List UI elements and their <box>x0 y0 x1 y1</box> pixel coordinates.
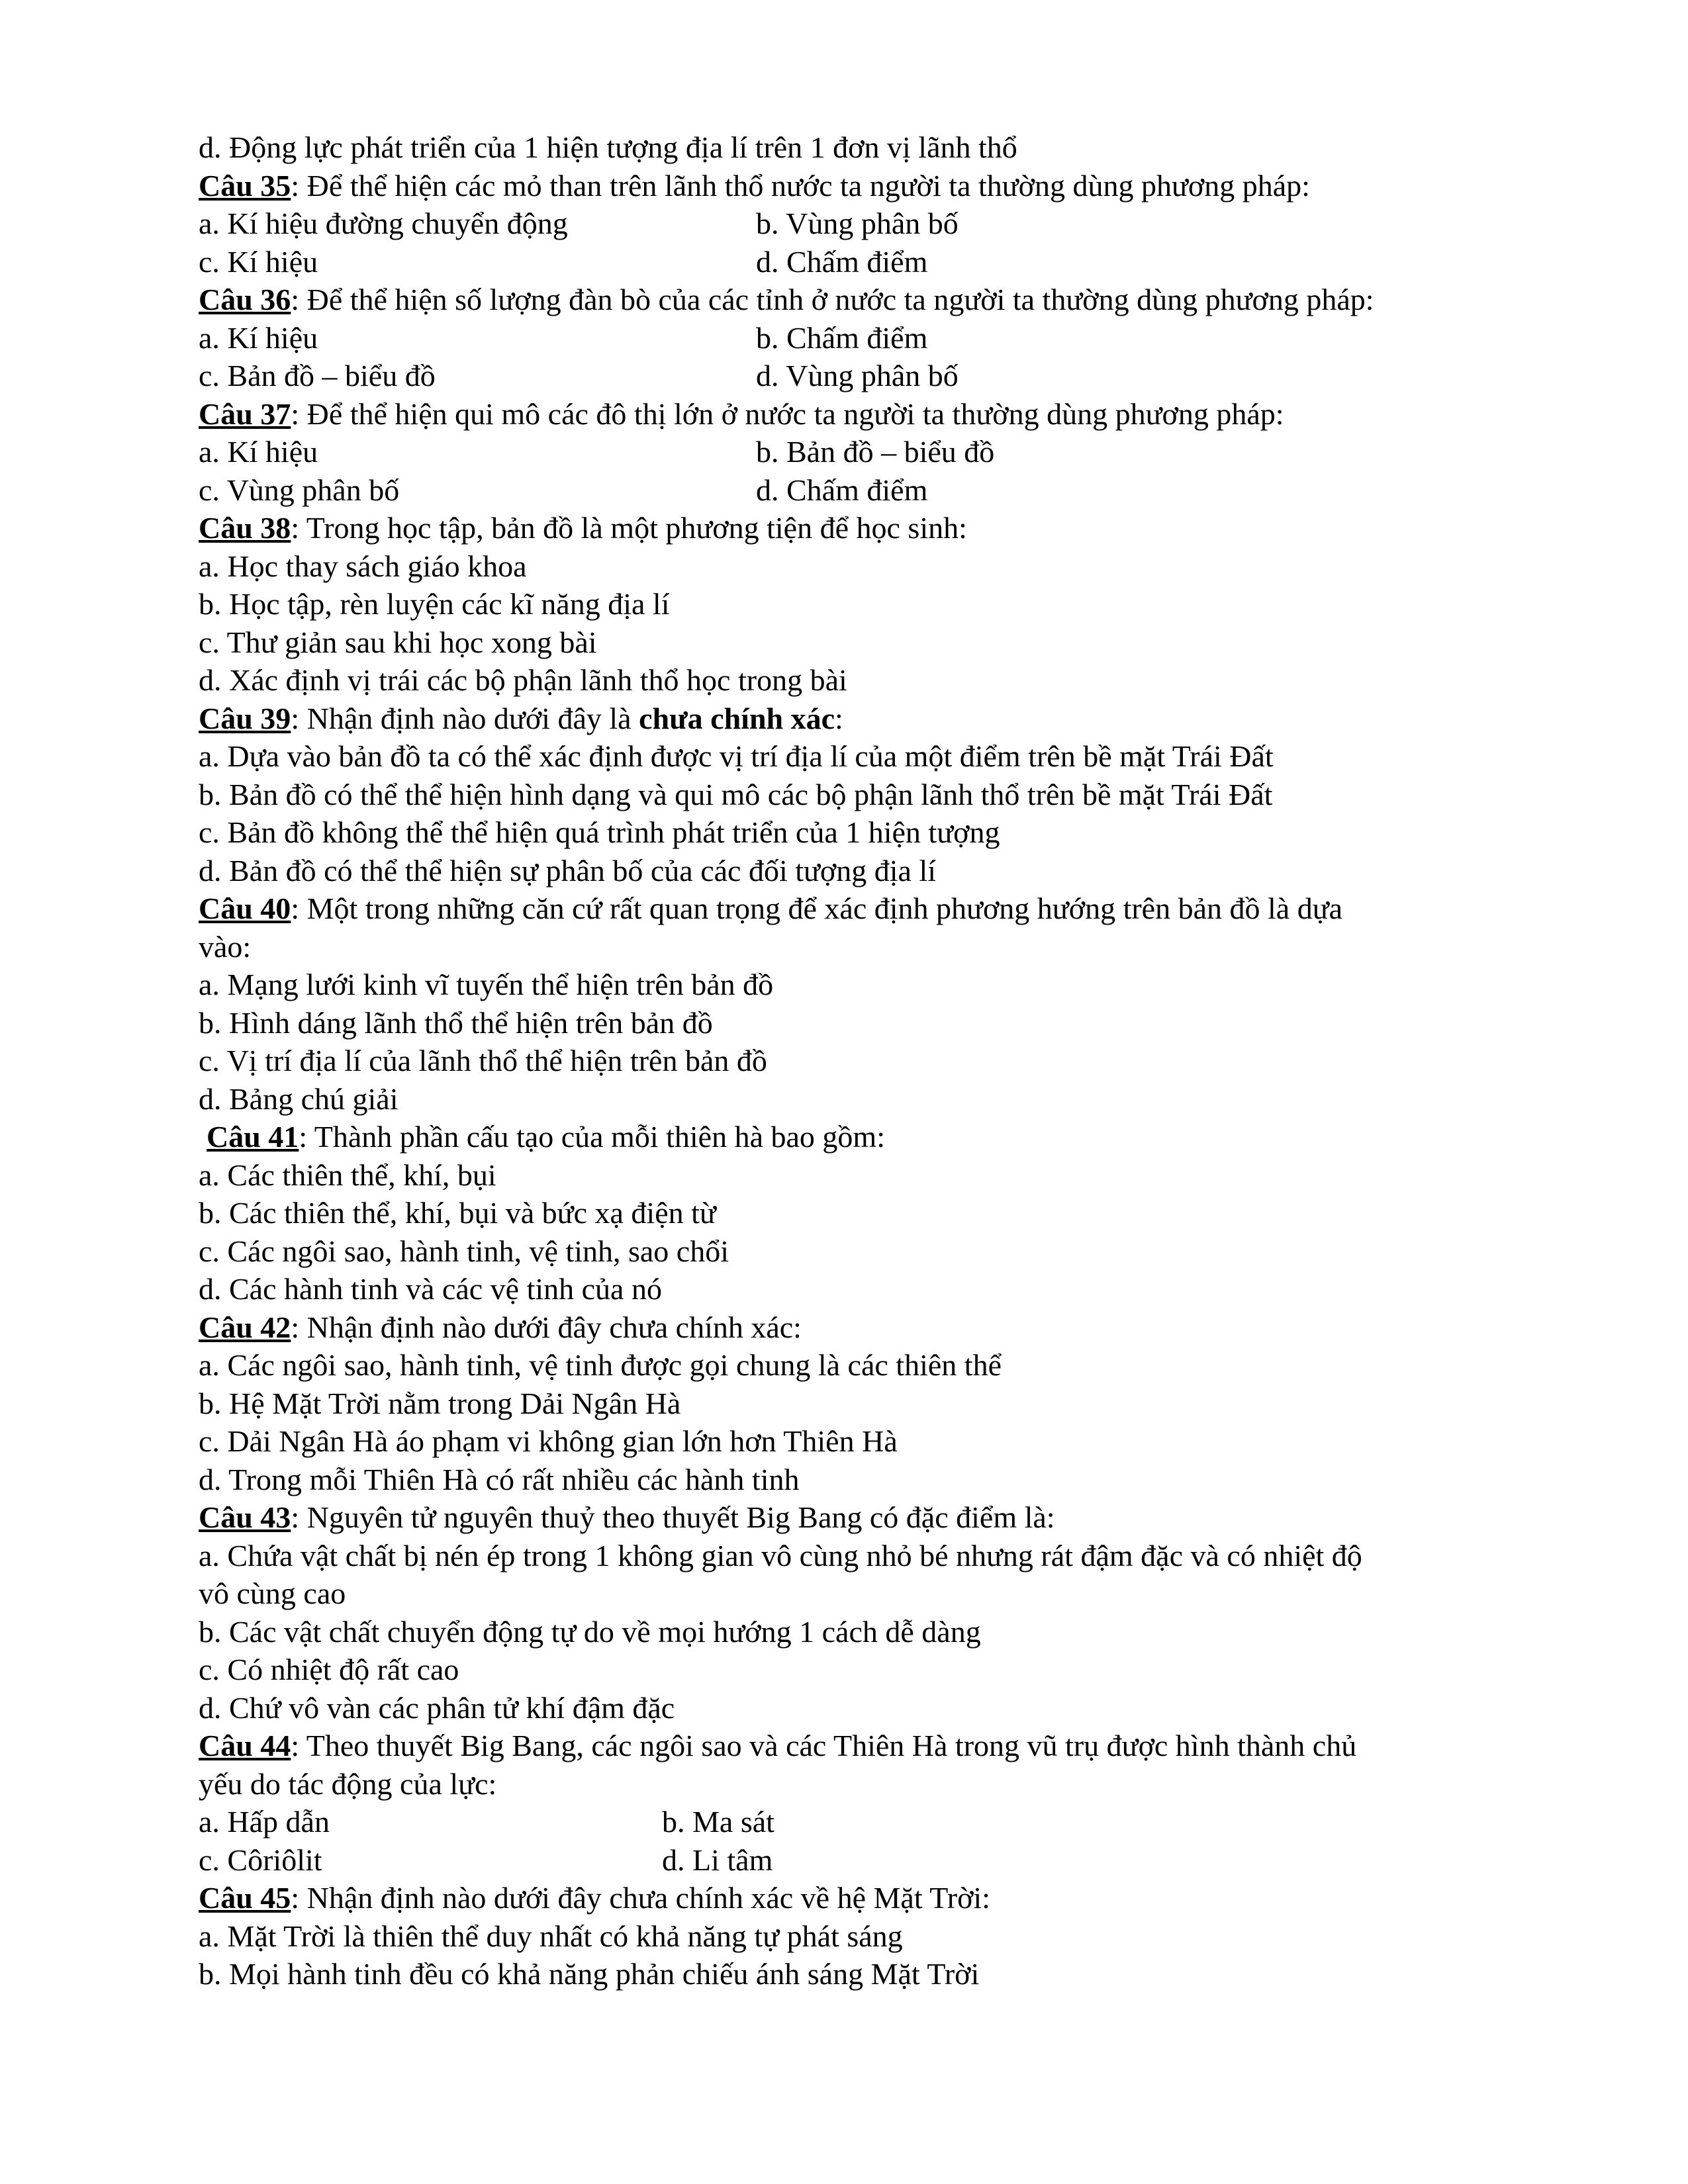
question-35 <box>199 167 1516 205</box>
question-36-option-d: d. Vùng phân bố <box>756 359 959 392</box>
question-41-option-c: c. Các ngôi sao, hành tinh, vệ tinh, sao chổi <box>199 1234 729 1268</box>
question-42-option-c: c. Dải Ngân Hà áo phạm vi không gian lớn hơn Thiên Hà <box>199 1424 898 1458</box>
question-37-label: Câu 37 <box>199 396 291 431</box>
question-39-option-d: d. Bản đồ có thể thể hiện sự phân bố của các đối tượng địa lí <box>199 853 937 887</box>
question-38-option-a: a. Học thay sách giáo khoa <box>199 549 527 583</box>
question-40 <box>199 889 1516 928</box>
question-45 <box>199 1879 1516 1917</box>
question-42-option-a: a. Các ngôi sao, hành tinh, vệ tinh được gọi chung là các thiên thể <box>199 1348 1002 1382</box>
question-37 <box>199 395 1516 433</box>
question-41-option-a: a. Các thiên thể, khí, bụi <box>199 1158 496 1192</box>
question-42-label: Câu 42 <box>199 1310 291 1344</box>
question-35-text: : Để thể hiện các mỏ than trên lãnh thổ nước ta người ta thường dùng phương pháp: <box>291 168 1310 203</box>
question-37-option-a: a. Kí hiệu <box>199 435 318 469</box>
question-39-label: Câu 39 <box>199 701 291 735</box>
question-36-option-a: a. Kí hiệu <box>199 320 318 355</box>
question-44-option-d: d. Li tâm <box>662 1843 773 1877</box>
question-35-options-row-1 <box>199 205 1516 243</box>
question-43-option-d: d. Chứ vô vàn các phân tử khí đậm đặc <box>199 1690 675 1725</box>
question-36-label: Câu 36 <box>199 283 291 316</box>
question-36-option-b: b. Chấm điểm <box>756 320 928 355</box>
question-41 <box>199 1118 1516 1156</box>
question-43-text: : Nguyên tử nguyên thuỷ theo thuyết Big Bang có đặc điểm là: <box>291 1500 1055 1534</box>
question-39-text-end: : <box>835 701 843 735</box>
question-45-text: : Nhận định nào dưới đây chưa chính xác về hệ Mặt Trời: <box>291 1881 990 1915</box>
question-35-options-row-2 <box>199 243 1516 281</box>
question-44-option-b: b. Ma sát <box>662 1805 774 1839</box>
question-44-option-c: c. Côriôlit <box>199 1843 322 1877</box>
question-40-option-b: b. Hình dáng lãnh thổ thể hiện trên bản đồ <box>199 1005 713 1040</box>
question-39-emphasis: chưa chính xác <box>639 701 835 735</box>
question-36-option-c: c. Bản đồ – biểu đồ <box>199 359 436 392</box>
question-44-text-continued: yếu do tác động của lực: <box>199 1766 497 1801</box>
question-37-text: : Để thể hiện qui mô các đô thị lớn ở nước ta người ta thường dùng phương pháp: <box>291 396 1284 431</box>
question-43-option-a-continued: vô cùng cao <box>199 1576 346 1610</box>
question-35-option-c: c. Kí hiệu <box>199 244 318 279</box>
question-38-option-b: b. Học tập, rèn luyện các kĩ năng địa lí <box>199 587 670 621</box>
question-44 <box>199 1727 1516 1765</box>
question-40-text: : Một trong những căn cứ rất quan trọng để xác định phương hướng trên bản đồ là dựa <box>291 891 1343 925</box>
question-44-options-row-2 <box>199 1841 1516 1880</box>
question-45-label: Câu 45 <box>199 1881 291 1915</box>
question-38-option-c: c. Thư giản sau khi học xong bài <box>199 625 597 659</box>
question-39-option-a: a. Dựa vào bản đồ ta có thể xác định được vị trí địa lí của một điểm trên bề mặt Trái Đất <box>199 739 1274 773</box>
question-36-options-row-2 <box>199 357 1516 395</box>
question-41-text: : Thành phần cấu tạo của mỗi thiên hà bao gồm: <box>299 1120 885 1154</box>
question-35-option-a: a. Kí hiệu đường chuyển động <box>199 206 568 240</box>
question-40-label: Câu 40 <box>199 891 291 925</box>
question-39-text: : Nhận định nào dưới đây là <box>291 701 639 735</box>
question-44-text: : Theo thuyết Big Bang, các ngôi sao và các Thiên Hà trong vũ trụ được hình thành chủ <box>291 1729 1357 1762</box>
question-40-option-a: a. Mạng lưới kinh vĩ tuyến thể hiện trên bản đồ <box>199 968 774 1001</box>
question-37-option-d: d. Chấm điểm <box>756 473 928 507</box>
question-37-options-row-2 <box>199 471 1516 510</box>
question-41-label: Câu 41 <box>207 1120 299 1154</box>
question-43-option-a: a. Chứa vật chất bị nén ép trong 1 không gian vô cùng nhỏ bé nhưng rát đậm đặc và có nhiệt độ <box>199 1538 1362 1572</box>
question-41-option-b: b. Các thiên thể, khí, bụi và bức xạ điện từ <box>199 1196 716 1230</box>
question-36-text: : Để thể hiện số lượng đàn bò của các tỉnh ở nước ta người ta thường dùng phương pháp: <box>291 283 1374 316</box>
question-42-text: : Nhận định nào dưới đây chưa chính xác: <box>291 1310 802 1344</box>
question-43 <box>199 1498 1516 1537</box>
question-39-option-b: b. Bản đồ có thể thể hiện hình dạng và qui mô các bộ phận lãnh thổ trên bề mặt Trái Đất <box>199 777 1273 811</box>
question-36 <box>199 281 1516 319</box>
question-45-option-b: b. Mọi hành tinh đều có khả năng phản chiếu ánh sáng Mặt Trời <box>199 1957 980 1991</box>
question-36-options-row-1 <box>199 319 1516 357</box>
question-39 <box>199 700 1516 738</box>
question-42-option-d: d. Trong mỗi Thiên Hà có rất nhiều các hành tinh <box>199 1462 800 1496</box>
question-37-option-b: b. Bản đồ – biểu đồ <box>756 435 995 469</box>
question-44-label: Câu 44 <box>199 1729 291 1762</box>
question-35-option-d: d. Chấm điểm <box>756 244 928 279</box>
question-37-options-row-1 <box>199 433 1516 471</box>
question-40-option-d: d. Bảng chú giải <box>199 1081 399 1116</box>
question-38 <box>199 509 1516 547</box>
question-40-option-c: c. Vị trí địa lí của lãnh thổ thể hiện trên bản đồ <box>199 1044 767 1077</box>
question-40-text-continued: vào: <box>199 929 252 964</box>
question-38-option-d: d. Xác định vị trái các bộ phận lãnh thổ học trong bài <box>199 663 847 697</box>
question-35-option-b: b. Vùng phân bố <box>756 206 959 240</box>
question-45-option-a: a. Mặt Trời là thiên thể duy nhất có khả năng tự phát sáng <box>199 1919 903 1953</box>
question-38-label: Câu 38 <box>199 511 291 545</box>
question-42-option-b: b. Hệ Mặt Trời nằm trong Dải Ngân Hà <box>199 1386 681 1420</box>
question-39-option-c: c. Bản đồ không thể thể hiện quá trình phát triển của 1 hiện tượng <box>199 815 1000 849</box>
question-43-option-c: c. Có nhiệt độ rất cao <box>199 1653 459 1686</box>
question-37-option-c: c. Vùng phân bố <box>199 473 400 507</box>
question-43-option-b: b. Các vật chất chuyển động tự do về mọi hướng 1 cách dễ dàng <box>199 1614 981 1649</box>
question-43-label: Câu 43 <box>199 1500 291 1534</box>
question-44-options-row-1 <box>199 1803 1516 1841</box>
q34-option-d: d. Động lực phát triển của 1 hiện tượng địa lí trên 1 đơn vị lãnh thổ <box>199 130 1017 164</box>
question-41-option-d: d. Các hành tinh và các vệ tinh của nó <box>199 1272 662 1306</box>
question-35-label: Câu 35 <box>199 168 291 203</box>
document-page <box>199 128 1516 1993</box>
question-42 <box>199 1308 1516 1347</box>
question-38-text: : Trong học tập, bản đồ là một phương tiện để học sinh: <box>291 511 967 545</box>
question-44-option-a: a. Hấp dẫn <box>199 1805 330 1839</box>
